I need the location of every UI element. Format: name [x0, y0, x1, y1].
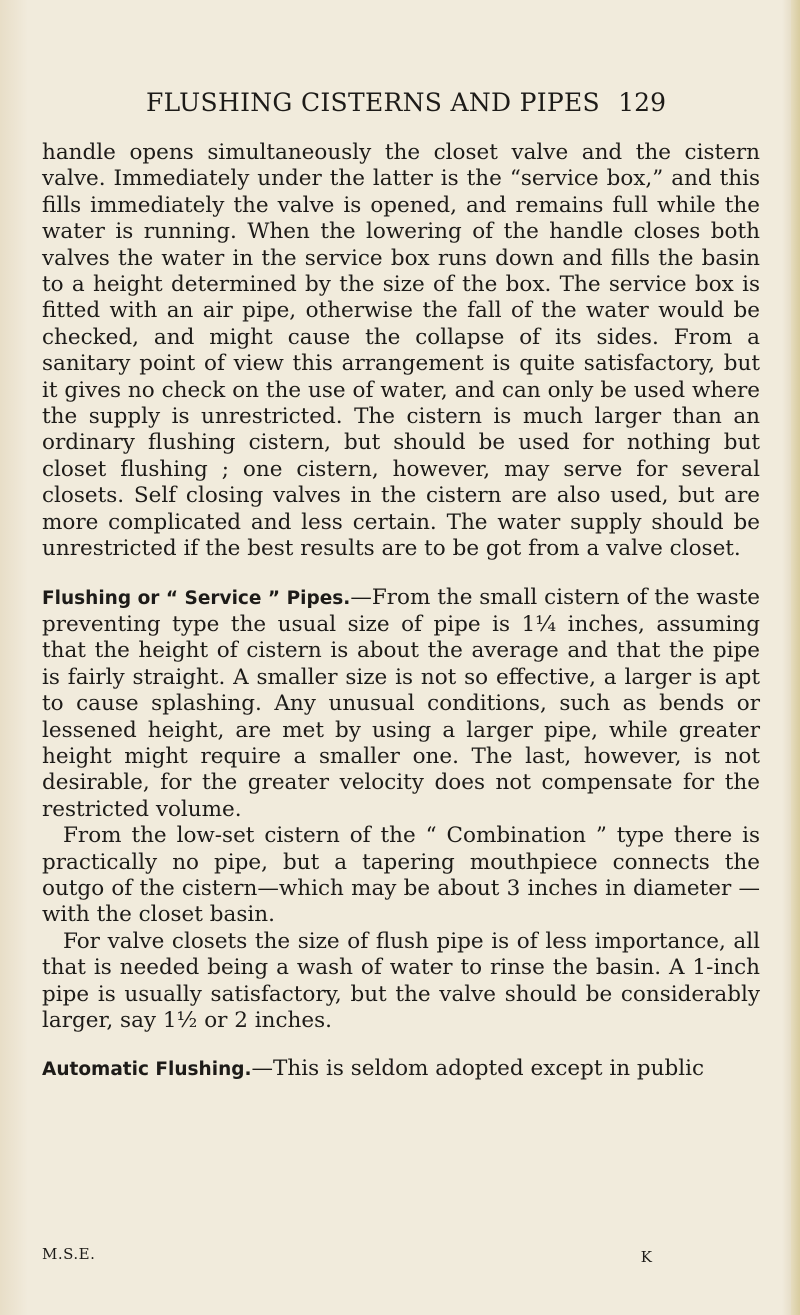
- paragraph-gap: [42, 1034, 760, 1056]
- page-header: [146, 88, 666, 124]
- signature-letter: K: [640, 1248, 652, 1266]
- text-block: [42, 140, 760, 1084]
- paragraph: [42, 1056, 760, 1083]
- paragraph: From the low-set cistern of the “ Combination ” type there is practically no pipe, but a tapering mouthpiece connects the outgo of the cistern—which may be about 3 inches in diameter —with the closet basin.: [42, 823, 760, 928]
- paragraph: For valve closets the size of flush pipe is of less importance, all that is needed being a wash of water to rinse the basin. A 1-inch pipe is usually satisfactory, but the valve should be considerably larger, say 1½ or 2 inches.: [42, 928, 760, 1033]
- printer-signature: M.S.E.: [42, 1245, 96, 1263]
- page-footer: [42, 1245, 652, 1265]
- section-heading: Automatic Flushing.: [42, 1059, 252, 1081]
- paragraph-text: —This is seldom adopted except in public: [251, 1056, 705, 1082]
- section-heading: Flushing or “ Service ” Pipes.: [42, 587, 351, 609]
- page-number: 129: [618, 88, 666, 117]
- paragraph: [42, 585, 760, 824]
- paragraph-text: —From the small cistern of the waste preventing type the usual size of pipe is 1¼ inches, assuming that the height of cistern is about the average and that the pipe is fairly straight. A smaller size is not so effective, a larger is apt to cause splashing. Any unusual conditions, such as bends or lessened height, are met by using a larger pipe, while greater height might require a smaller one. The last, however, is not desirable, for the greater velocity does not compensate for the restricted volume.: [42, 584, 760, 822]
- running-title: FLUSHING CISTERNS AND PIPES: [146, 88, 600, 117]
- paragraph-gap: [42, 563, 760, 585]
- page-edge: [791, 0, 800, 1315]
- paragraph: handle opens simultaneously the closet valve and the cistern valve. Immediately under the latter is the “service box,” and this fills immediately the valve is opened, and remains full while the water is running. When the lowering of the handle closes both valves the water in the service box runs down and fills the basin to a height determined by the size of the box. The service box is fitted with an air pipe, otherwise the fall of the water would be checked, and might cause the collapse of its sides. From a sanitary point of view this arrangement is quite satisfactory, but it gives no check on the use of water, and can only be used where the supply is unrestricted. The cistern is much larger than an ordinary flushing cistern, but should be used for nothing but closet flushing ; one cistern, however, may serve for several closets. Self closing valves in the cistern are also used, but are more complicated and less certain. The water supply should be unrestricted if the best results are to be got from a valve closet.: [42, 140, 760, 562]
